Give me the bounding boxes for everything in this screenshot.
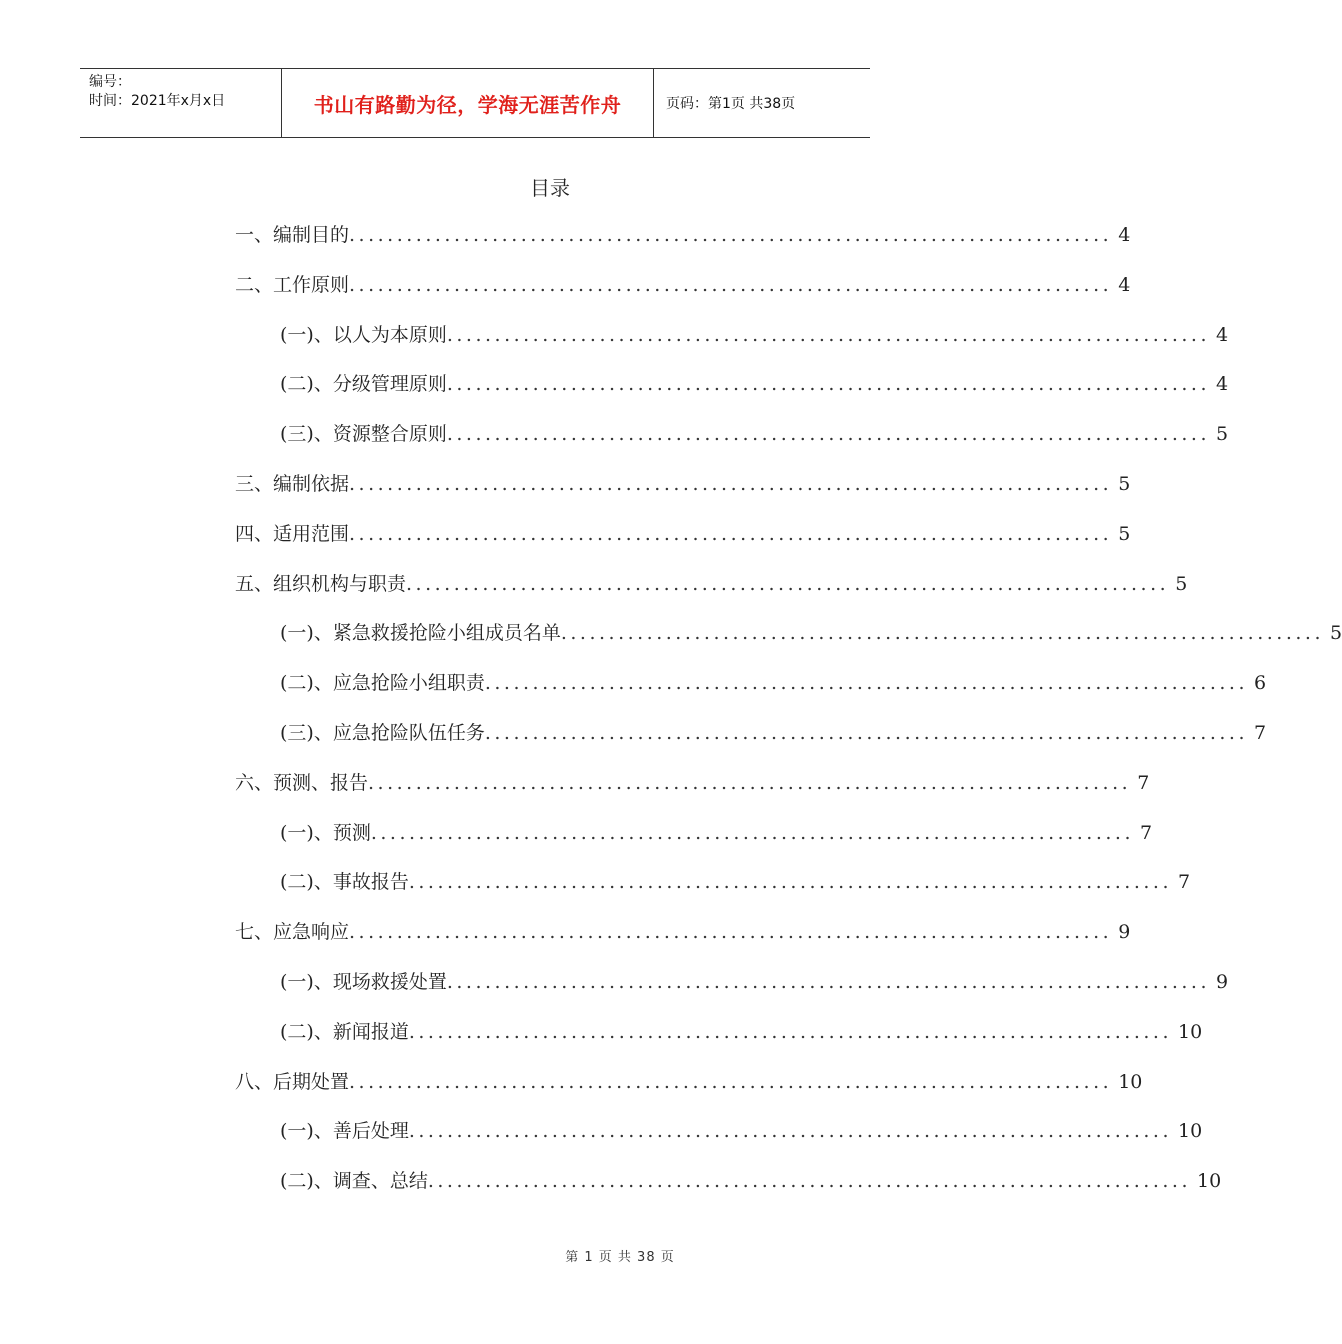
toc-leader-dots: ................................................................................ bbox=[408, 1021, 1172, 1043]
toc-entry-label: 四、适用范围 bbox=[235, 523, 350, 545]
header-motto: 书山有路勤为径，学海无涯苦作舟 bbox=[282, 69, 654, 137]
toc-entry[interactable] bbox=[280, 818, 1153, 848]
toc-entry[interactable] bbox=[235, 917, 1131, 947]
toc-leader-dots: ................................................................................ bbox=[484, 672, 1248, 694]
toc-entry[interactable] bbox=[280, 419, 1229, 449]
toc-entry[interactable] bbox=[235, 469, 1131, 499]
toc-entry-page: 5 bbox=[1118, 473, 1131, 495]
toc-entry[interactable] bbox=[235, 1067, 1143, 1097]
toc-leader-dots: ................................................................................ bbox=[406, 573, 1170, 595]
toc-entry-label: 八、后期处置 bbox=[235, 1071, 350, 1093]
toc-entry-page: 5 bbox=[1330, 622, 1342, 644]
toc-leader-dots: ................................................................................ bbox=[349, 274, 1113, 296]
header-page-info: 页码：第1页 共38页 bbox=[666, 96, 796, 112]
toc-leader-dots: ................................................................................ bbox=[446, 423, 1210, 445]
toc-entry-page: 4 bbox=[1118, 224, 1131, 246]
toc-entry-page: 10 bbox=[1118, 1071, 1143, 1093]
toc-entry-page: 7 bbox=[1254, 722, 1267, 744]
toc-entry-page: 9 bbox=[1216, 971, 1229, 993]
toc-entry[interactable] bbox=[280, 668, 1267, 698]
toc-entry-label: 一、编制目的 bbox=[235, 224, 350, 246]
toc-entry-label: (一)、善后处理 bbox=[280, 1120, 409, 1142]
toc-entry-label: (一)、以人为本原则 bbox=[280, 324, 447, 346]
toc-entry-page: 5 bbox=[1175, 573, 1188, 595]
toc-entry-label: (一)、紧急救援抢险小组成员名单 bbox=[280, 622, 561, 644]
toc-title: 目录 bbox=[530, 176, 570, 200]
toc-entry[interactable] bbox=[280, 967, 1229, 997]
toc-entry[interactable] bbox=[280, 1166, 1222, 1196]
toc-entry[interactable] bbox=[280, 369, 1229, 399]
toc-entry-page: 9 bbox=[1118, 921, 1131, 943]
toc-entry[interactable] bbox=[235, 270, 1131, 300]
toc-leader-dots: ................................................................................ bbox=[446, 971, 1210, 993]
toc-leader-dots: ................................................................................ bbox=[368, 772, 1132, 794]
toc-entry-label: 五、组织机构与职责 bbox=[235, 573, 407, 595]
toc-entry-page: 5 bbox=[1216, 423, 1229, 445]
toc-entry-label: 六、预测、报告 bbox=[235, 772, 369, 794]
toc-leader-dots: ................................................................................ bbox=[349, 1071, 1113, 1093]
toc-entry[interactable] bbox=[280, 320, 1229, 350]
toc-entry-page: 7 bbox=[1140, 822, 1153, 844]
toc-entry[interactable] bbox=[280, 1017, 1203, 1047]
toc-leader-dots: ................................................................................ bbox=[560, 622, 1324, 644]
toc-entry[interactable] bbox=[235, 768, 1150, 798]
toc-entry-page: 7 bbox=[1137, 772, 1150, 794]
toc-entry-page: 10 bbox=[1178, 1021, 1203, 1043]
toc-entry-page: 10 bbox=[1178, 1120, 1203, 1142]
toc-leader-dots: ................................................................................ bbox=[349, 523, 1113, 545]
toc-entry[interactable] bbox=[280, 718, 1267, 748]
toc-entry-page: 5 bbox=[1118, 523, 1131, 545]
toc-entry-page: 4 bbox=[1118, 274, 1131, 296]
header-meta bbox=[80, 69, 282, 137]
toc-entry-label: (二)、应急抢险小组职责 bbox=[280, 672, 485, 694]
toc-entry-page: 4 bbox=[1216, 373, 1229, 395]
time-label: 时间：2021年x月x日 bbox=[89, 93, 226, 109]
toc-entry[interactable] bbox=[235, 569, 1188, 599]
toc-entry-page: 4 bbox=[1216, 324, 1229, 346]
toc-entry-page: 10 bbox=[1197, 1170, 1222, 1192]
toc-entry-label: 三、编制依据 bbox=[235, 473, 350, 495]
toc-entry-page: 7 bbox=[1178, 871, 1191, 893]
serial-label: 编号： bbox=[89, 74, 131, 90]
toc-leader-dots: ................................................................................ bbox=[408, 871, 1172, 893]
toc-entry[interactable] bbox=[280, 1116, 1203, 1146]
toc-entry-label: (三)、应急抢险队伍任务 bbox=[280, 722, 485, 744]
toc-entry-label: 七、应急响应 bbox=[235, 921, 350, 943]
toc-leader-dots: ................................................................................ bbox=[349, 224, 1113, 246]
toc-entry-label: (二)、调查、总结 bbox=[280, 1170, 428, 1192]
toc-entry[interactable] bbox=[280, 867, 1191, 897]
toc-entry-page: 6 bbox=[1254, 672, 1267, 694]
toc-leader-dots: ................................................................................ bbox=[427, 1170, 1191, 1192]
toc-leader-dots: ................................................................................ bbox=[484, 722, 1248, 744]
toc-entry-label: (三)、资源整合原则 bbox=[280, 423, 447, 445]
toc-leader-dots: ................................................................................ bbox=[446, 324, 1210, 346]
toc-leader-dots: ................................................................................ bbox=[446, 373, 1210, 395]
toc-entry-label: (二)、事故报告 bbox=[280, 871, 409, 893]
toc-leader-dots: ................................................................................ bbox=[408, 1120, 1172, 1142]
toc-entry[interactable] bbox=[280, 618, 1342, 648]
page-header bbox=[80, 68, 870, 138]
toc-entry-label: (一)、现场救援处置 bbox=[280, 971, 447, 993]
toc-entry-label: (一)、预测 bbox=[280, 822, 371, 844]
toc-leader-dots: ................................................................................ bbox=[370, 822, 1134, 844]
toc-entry[interactable] bbox=[235, 519, 1131, 549]
toc-leader-dots: ................................................................................ bbox=[349, 473, 1113, 495]
page-footer: 第 1 页 共 38 页 bbox=[565, 1250, 675, 1265]
toc-entry-label: (二)、分级管理原则 bbox=[280, 373, 447, 395]
toc-entry[interactable] bbox=[235, 220, 1131, 250]
toc-entry-label: 二、工作原则 bbox=[235, 274, 350, 296]
toc-leader-dots: ................................................................................ bbox=[349, 921, 1113, 943]
toc-entry-label: (二)、新闻报道 bbox=[280, 1021, 409, 1043]
